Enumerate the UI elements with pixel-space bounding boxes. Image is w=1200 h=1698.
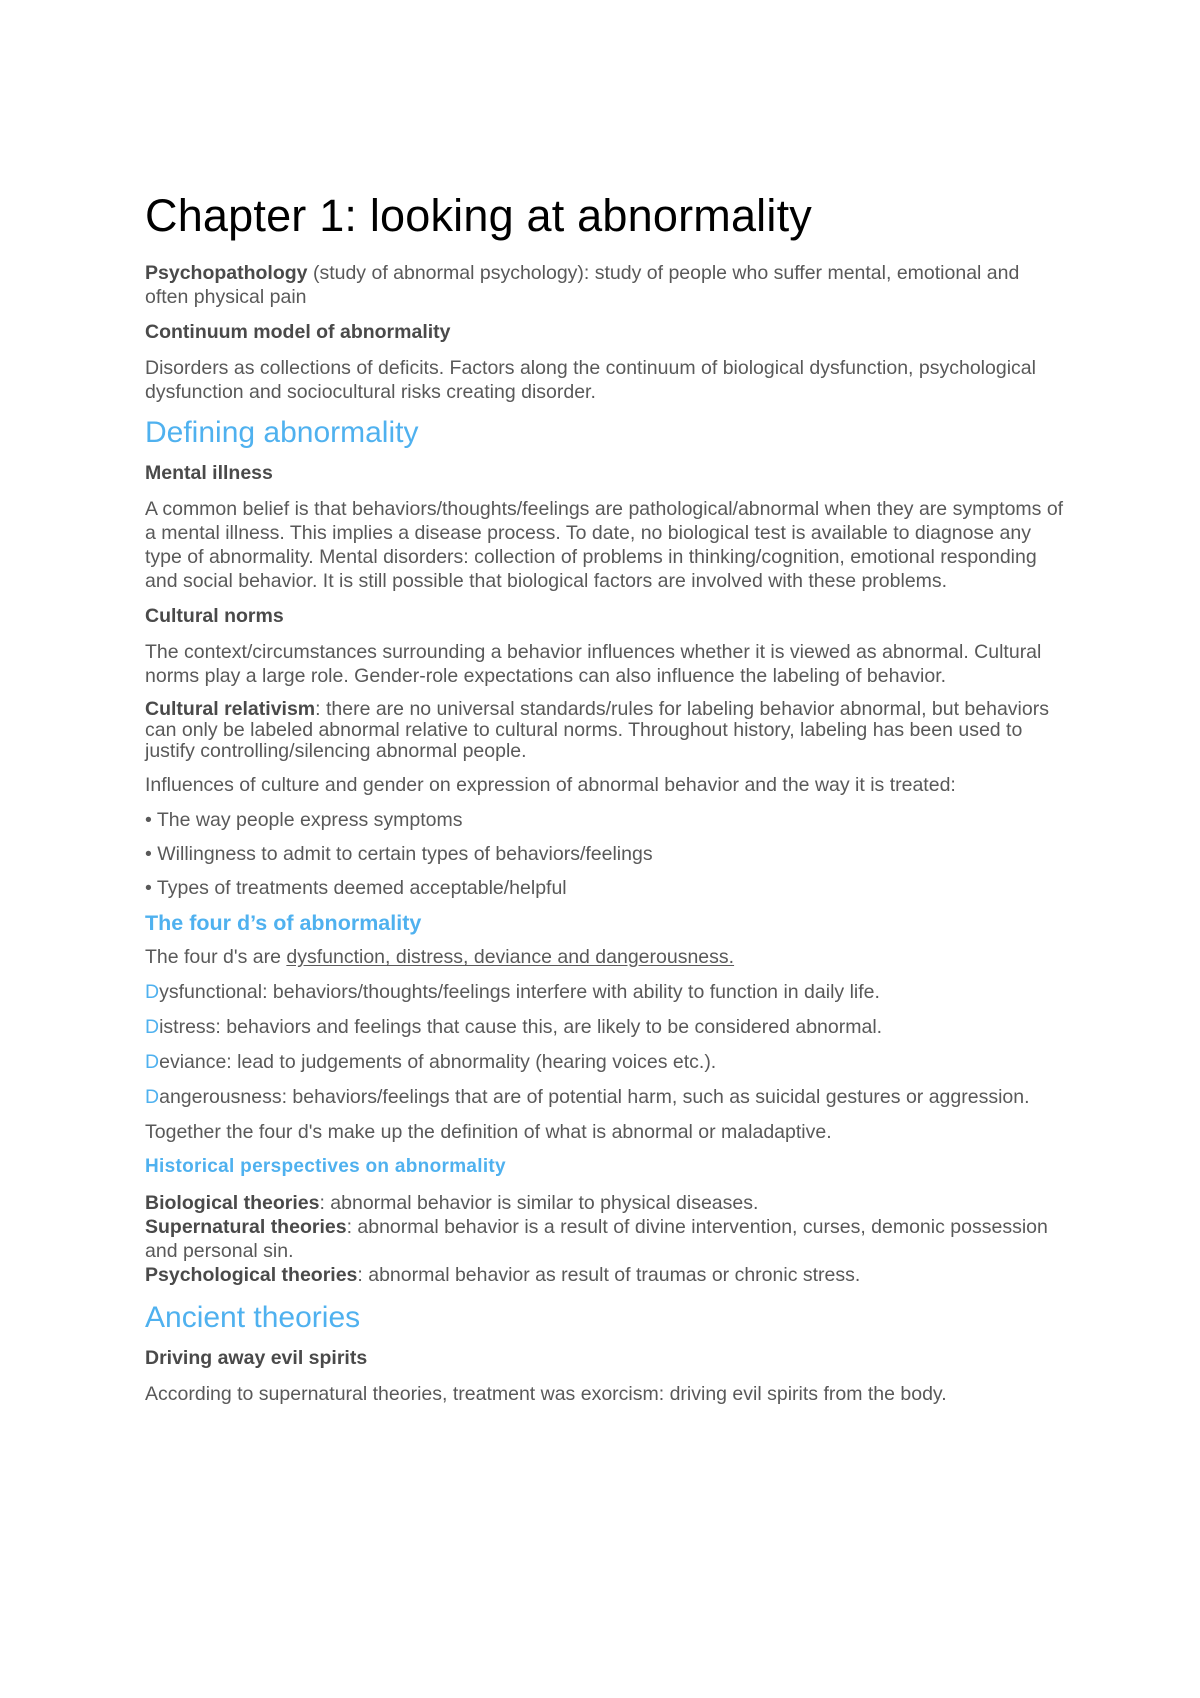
cultural-relativism-text: : there are no universal standards/rules for labeling behavior abnormal, but behaviors can only be labeled abnormal relative to cultural norms. Throughout history, labeling has been used to justify controlling/silencing abnormal people. <box>145 698 1049 762</box>
four-ds-item-text: eviance: lead to judgements of abnormality (hearing voices etc.). <box>159 1051 717 1073</box>
four-ds-item <box>145 1085 1065 1109</box>
influences-list <box>145 808 1065 900</box>
ancient-theories-heading: Ancient theories <box>145 1301 361 1334</box>
four-ds-conclusion: Together the four d's make up the definition of what is abnormal or maladaptive. <box>145 1121 832 1143</box>
cultural-relativism-term: Cultural relativism <box>145 698 316 720</box>
four-ds-heading: The four d’s of abnormality <box>145 911 422 935</box>
four-ds-intro <box>145 945 1065 969</box>
influences-paragraph: Influences of culture and gender on expression of abnormal behavior and the way it is treated: <box>145 774 956 796</box>
defining-abnormality-heading: Defining abnormality <box>145 416 419 449</box>
initial-letter: D <box>145 981 160 1003</box>
four-ds-item <box>145 1050 1065 1074</box>
list-item: • The way people express symptoms <box>145 809 463 831</box>
theory-term: Psychological theories <box>145 1264 358 1286</box>
theory-line <box>145 1215 1065 1263</box>
cultural-relativism-paragraph <box>145 699 1065 762</box>
list-item: • Types of treatments deemed acceptable/helpful <box>145 877 567 899</box>
theory-line <box>145 1191 1065 1215</box>
four-ds-intro-prefix: The four d's are <box>145 946 287 968</box>
mental-illness-heading: Mental illness <box>145 462 273 484</box>
initial-letter: D <box>145 1051 160 1073</box>
chapter-title: Chapter 1: looking at abnormality <box>145 190 812 241</box>
four-ds-item <box>145 980 1065 1004</box>
initial-letter: D <box>145 1016 160 1038</box>
four-ds-intro-underlined: dysfunction, distress, deviance and dangerousness. <box>286 946 735 968</box>
four-ds-item-text: angerousness: behaviors/feelings that are of potential harm, such as suicidal gestures or aggression. <box>159 1086 1030 1108</box>
theory-text: : abnormal behavior is a result of divine intervention, curses, demonic possession and personal sin. <box>145 1216 1048 1262</box>
psychopathology-term: Psychopathology <box>145 262 308 284</box>
theory-term: Supernatural theories <box>145 1216 347 1238</box>
list-item: • Willingness to admit to certain types of behaviors/feelings <box>145 843 653 865</box>
mental-illness-paragraph: A common belief is that behaviors/thoughts/feelings are pathological/abnormal when they are symptoms of a mental illness. This implies a disease process. To date, no biological test is available to diagnose any type of abnormality. Mental disorders: collection of problems in thinking/cognition, emotional responding and social behavior. It is still possible that biological factors are involved with these problems. <box>145 498 1064 592</box>
cultural-norms-heading: Cultural norms <box>145 605 284 627</box>
theories-block <box>145 1191 1065 1287</box>
evil-spirits-paragraph: According to supernatural theories, treatment was exorcism: driving evil spirits from the body. <box>145 1383 947 1405</box>
four-ds-item <box>145 1015 1065 1039</box>
psychopathology-text: (study of abnormal psychology): study of people who suffer mental, emotional and often physical pain <box>145 262 1020 308</box>
continuum-paragraph: Disorders as collections of deficits. Factors along the continuum of biological dysfunction, psychological dysfunction and sociocultural risks creating disorder. <box>145 357 1036 403</box>
four-ds-item-text: ysfunctional: behaviors/thoughts/feelings interfere with ability to function in daily life. <box>159 981 880 1003</box>
theory-text: : abnormal behavior as result of traumas or chronic stress. <box>357 1264 861 1286</box>
theory-term: Biological theories <box>145 1192 320 1214</box>
psychopathology-paragraph <box>145 261 1065 309</box>
four-ds-item-text: istress: behaviors and feelings that cause this, are likely to be considered abnormal. <box>159 1016 883 1038</box>
initial-letter: D <box>145 1086 160 1108</box>
document-content <box>145 190 1065 1417</box>
theory-line <box>145 1263 1065 1287</box>
historical-heading: Historical perspectives on abnormality <box>145 1156 506 1177</box>
continuum-heading: Continuum model of abnormality <box>145 321 451 343</box>
evil-spirits-heading: Driving away evil spirits <box>145 1347 368 1369</box>
cultural-norms-paragraph: The context/circumstances surrounding a behavior influences whether it is viewed as abnormal. Cultural norms play a large role. Gender-role expectations can also influence the labeling of behavior. <box>145 641 1042 687</box>
theory-text: : abnormal behavior is similar to physical diseases. <box>319 1192 759 1214</box>
